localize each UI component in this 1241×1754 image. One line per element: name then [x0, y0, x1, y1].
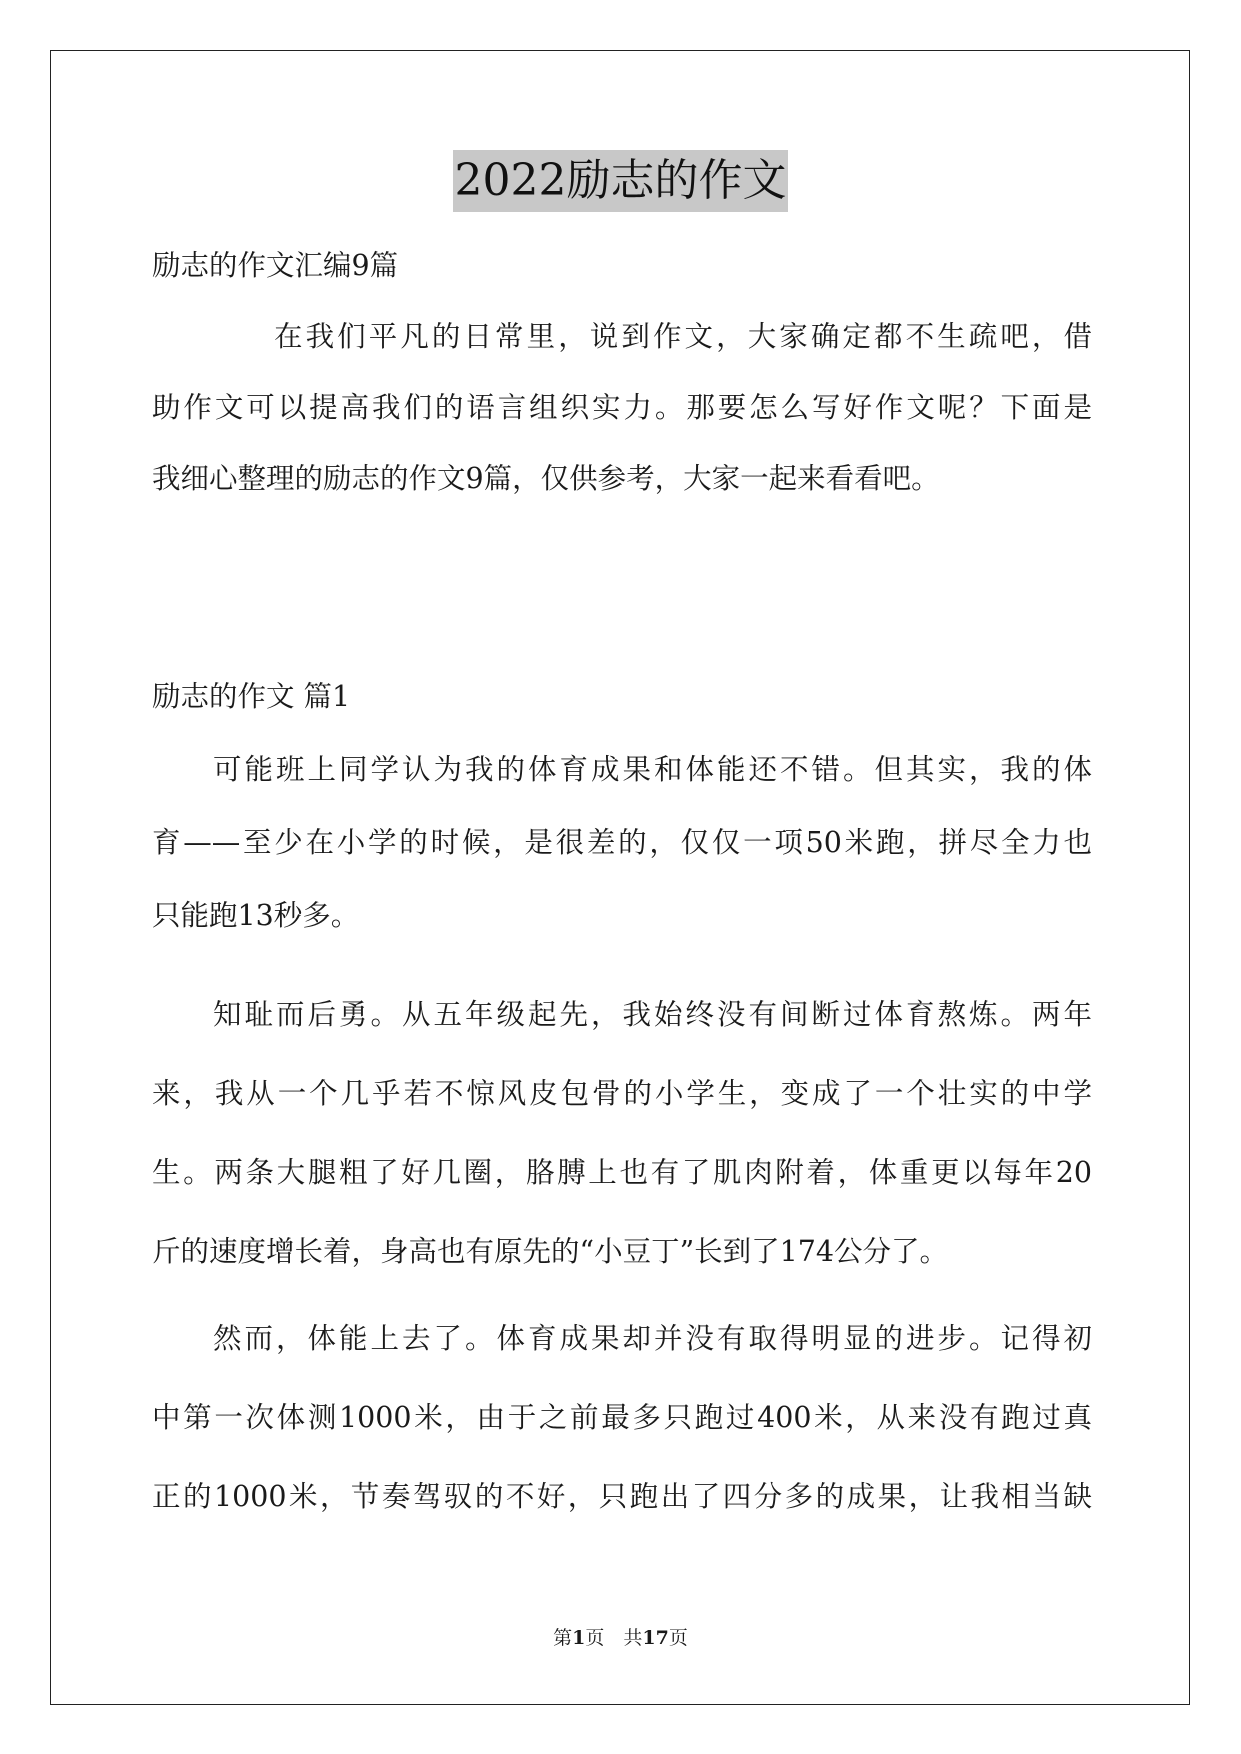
page-footer — [0, 1624, 1241, 1652]
footer-page-number: 1 — [572, 1627, 586, 1649]
footer-page-suffix: 页 — [668, 1627, 688, 1649]
intro-line-1: 在我们平凡的日常里，说到作文，大家确定都不生疏吧，借 — [274, 320, 1092, 353]
document-subtitle: 励志的作文汇编9篇 — [152, 249, 399, 282]
body-line-8: 然而，体能上去了。体育成果却并没有取得明显的进步。记得初 — [213, 1322, 1092, 1355]
body-line-3: 只能跑13秒多。 — [152, 899, 360, 932]
intro-line-2: 助作文可以提高我们的语言组织实力。那要怎么写好作文呢？下面是 — [152, 391, 1092, 424]
body-line-10: 正的1000米，节奏驾驭的不好，只跑出了四分多的成果，让我相当缺 — [152, 1480, 1092, 1513]
body-line-6: 生。两条大腿粗了好几圈，胳膊上也有了肌肉附着，体重更以每年20 — [152, 1156, 1092, 1189]
title-container — [0, 150, 1241, 212]
document-title: 2022励志的作文 — [453, 150, 789, 212]
intro-line-3: 我细心整理的励志的作文9篇，仅供参考，大家一起来看看吧。 — [152, 462, 940, 495]
body-line-5: 来，我从一个几乎若不惊风皮包骨的小学生，变成了一个壮实的中学 — [152, 1077, 1092, 1110]
body-line-9: 中第一次体测1000米，由于之前最多只跑过400米，从来没有跑过真 — [152, 1401, 1092, 1434]
body-line-2: 育——至少在小学的时候，是很差的，仅仅一项50米跑，拼尽全力也 — [152, 826, 1092, 859]
footer-page-total: 17 — [642, 1627, 669, 1649]
section-heading: 励志的作文 篇1 — [152, 680, 351, 713]
body-line-7: 斤的速度增长着，身高也有原先的“小豆丁”长到了174公分了。 — [152, 1235, 949, 1268]
body-line-4: 知耻而后勇。从五年级起先，我始终没有间断过体育熬炼。两年 — [213, 998, 1092, 1031]
footer-page-mid: 页 共 — [585, 1627, 643, 1649]
page-border — [50, 50, 1190, 1705]
body-line-1: 可能班上同学认为我的体育成果和体能还不错。但其实，我的体 — [213, 753, 1092, 786]
footer-page-prefix: 第 — [553, 1627, 573, 1649]
